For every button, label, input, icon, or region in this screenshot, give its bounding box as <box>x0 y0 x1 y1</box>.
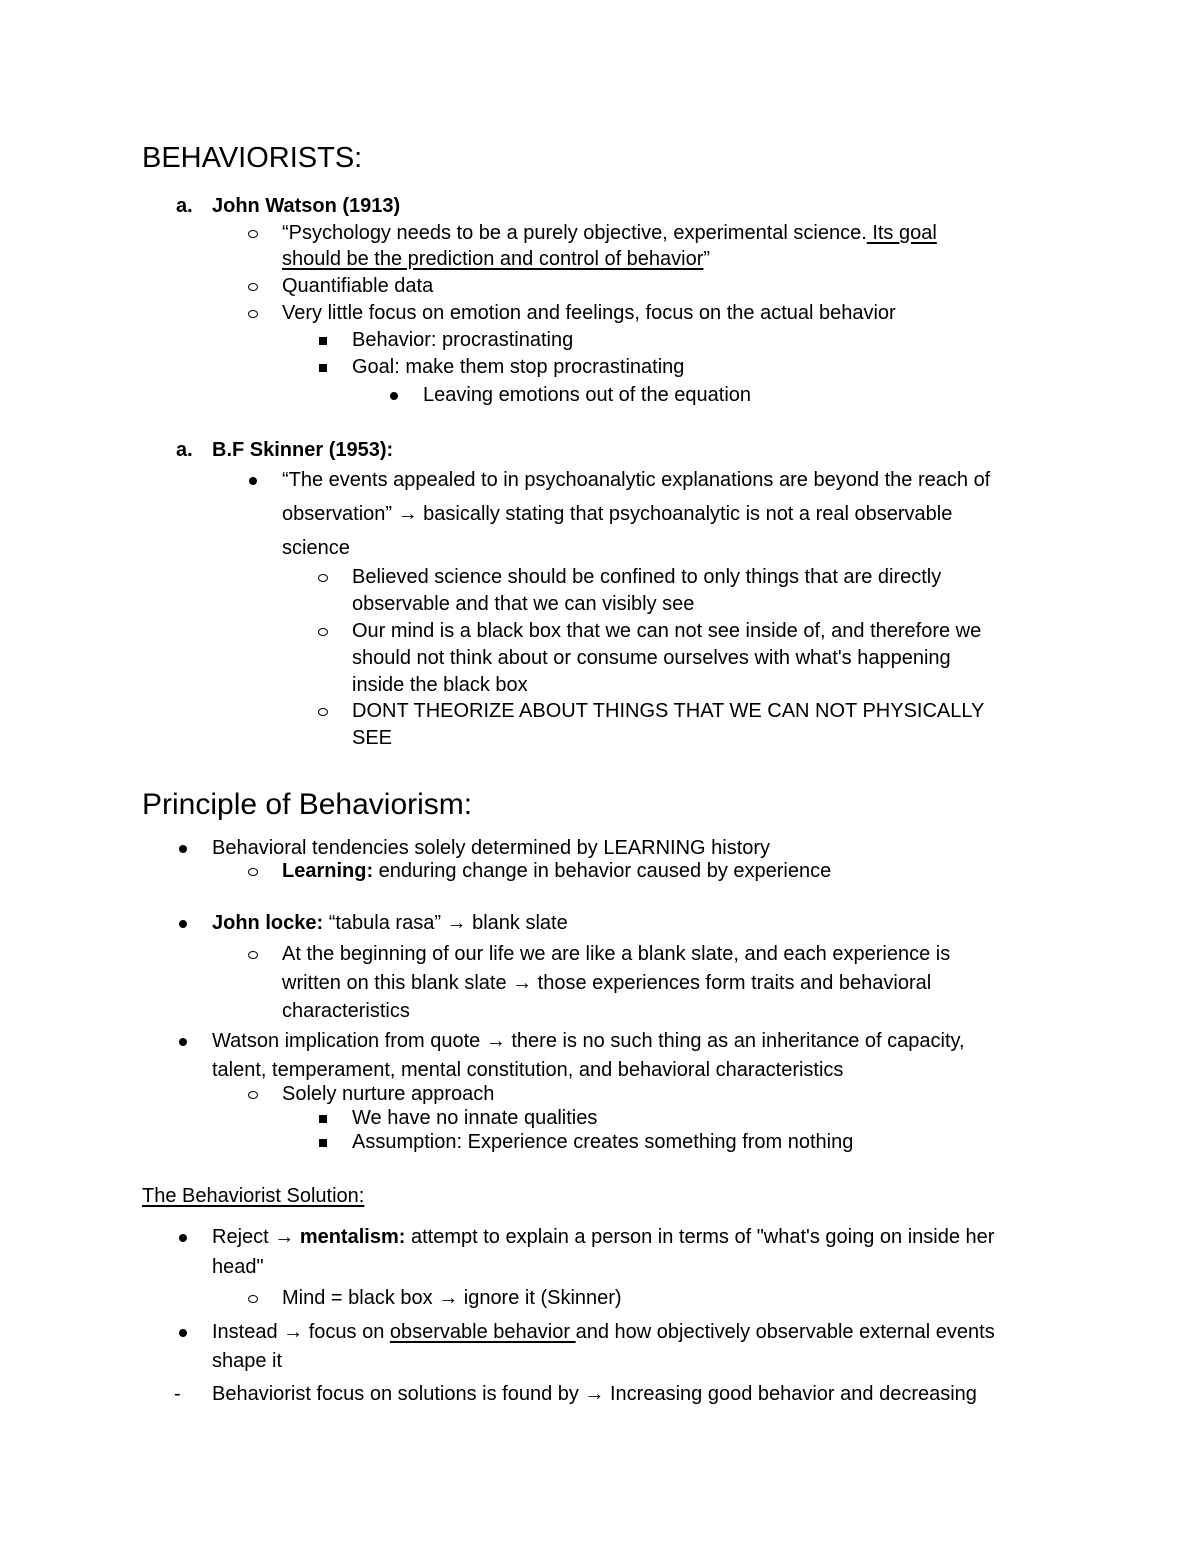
list-marker-a: a. <box>176 439 193 461</box>
dot-bullet-icon <box>173 835 193 861</box>
hollow-bullet-icon <box>313 564 333 590</box>
principle-tendencies: Behavioral tendencies solely determined by LEARNING history <box>212 837 771 859</box>
dot-bullet-icon <box>384 382 404 408</box>
watson-quote-line1: “Psychology needs to be a purely objective, experimental science. Its goal <box>282 222 937 244</box>
square-bullet-icon <box>313 1129 333 1155</box>
hollow-bullet-icon <box>243 941 263 967</box>
heading-bf-skinner: B.F Skinner (1953): <box>212 439 394 461</box>
solution-mind: Mind = black box → ignore it (Skinner) <box>282 1287 622 1309</box>
square-bullet-icon <box>313 327 333 353</box>
solution-instead-line1: Instead → focus on observable behavior and how objectively observable external events <box>212 1321 995 1343</box>
hollow-bullet-icon <box>313 698 333 724</box>
solution-instead-line2: shape it <box>212 1350 283 1372</box>
principle-watson-line2: talent, temperament, mental constitution, and behavioral characteristics <box>212 1059 844 1081</box>
watson-behavior: Behavior: procrastinating <box>352 329 574 351</box>
principle-slate-line2: written on this blank slate → those experiences form traits and behavioral <box>282 972 932 994</box>
watson-focus: Very little focus on emotion and feelings, focus on the actual behavior <box>282 302 896 324</box>
dot-bullet-icon <box>173 910 193 936</box>
dot-bullet-icon <box>173 1319 193 1345</box>
watson-quote-line2: should be the prediction and control of behavior” <box>282 248 711 270</box>
principle-watson-line1: Watson implication from quote → there is no such thing as an inheritance of capacity, <box>212 1030 965 1052</box>
watson-leaving: Leaving emotions out of the equation <box>423 384 752 406</box>
skinner-quote-line1: “The events appealed to in psychoanalytic explanations are beyond the reach of <box>282 469 991 491</box>
principle-locke: John locke: “tabula rasa” → blank slate <box>212 912 568 934</box>
principle-slate-line1: At the beginning of our life we are like a blank slate, and each experience is <box>282 943 951 965</box>
section-title-behaviorists: BEHAVIORISTS: <box>142 142 363 174</box>
dot-bullet-icon <box>243 467 263 493</box>
hollow-bullet-icon <box>243 858 263 884</box>
section-title-principle: Principle of Behaviorism: <box>142 788 473 821</box>
principle-assumption: Assumption: Experience creates something from nothing <box>352 1131 854 1153</box>
hollow-bullet-icon <box>243 300 263 326</box>
skinner-mind-line2: should not think about or consume ourselves with what's happening <box>352 647 951 669</box>
principle-learning: Learning: enduring change in behavior caused by experience <box>282 860 832 882</box>
hollow-bullet-icon <box>243 273 263 299</box>
dot-bullet-icon <box>173 1224 193 1250</box>
section-title-solution: The Behaviorist Solution: <box>142 1185 365 1207</box>
hollow-bullet-icon <box>243 1285 263 1311</box>
hollow-bullet-icon <box>313 618 333 644</box>
hollow-bullet-icon <box>243 1081 263 1107</box>
solution-reject-line2: head" <box>212 1256 264 1278</box>
skinner-dont-line2: SEE <box>352 727 393 749</box>
solution-focus: Behaviorist focus on solutions is found by → Increasing good behavior and decreasing <box>212 1383 977 1405</box>
skinner-mind-line1: Our mind is a black box that we can not see inside of, and therefore we <box>352 620 982 642</box>
square-bullet-icon <box>313 354 333 380</box>
skinner-quote-line3: science <box>282 537 350 559</box>
principle-slate-line3: characteristics <box>282 1000 410 1022</box>
watson-quantifiable: Quantifiable data <box>282 275 434 297</box>
principle-innate: We have no innate qualities <box>352 1107 598 1129</box>
dot-bullet-icon <box>173 1028 193 1054</box>
skinner-believed-line1: Believed science should be confined to only things that are directly <box>352 566 942 588</box>
principle-nurture: Solely nurture approach <box>282 1083 495 1105</box>
heading-john-watson: John Watson (1913) <box>212 195 401 217</box>
skinner-believed-line2: observable and that we can visibly see <box>352 593 695 615</box>
dash-marker: - <box>174 1383 181 1405</box>
skinner-dont-line1: DONT THEORIZE ABOUT THINGS THAT WE CAN NOT PHYSICALLY <box>352 700 985 722</box>
square-bullet-icon <box>313 1105 333 1131</box>
list-marker-a: a. <box>176 195 193 217</box>
hollow-bullet-icon <box>243 220 263 246</box>
skinner-mind-line3: inside the black box <box>352 674 528 696</box>
watson-goal: Goal: make them stop procrastinating <box>352 356 685 378</box>
skinner-quote-line2: observation” → basically stating that psychoanalytic is not a real observable <box>282 503 953 525</box>
solution-reject-line1: Reject → mentalism: attempt to explain a person in terms of "what's going on inside her <box>212 1226 995 1248</box>
